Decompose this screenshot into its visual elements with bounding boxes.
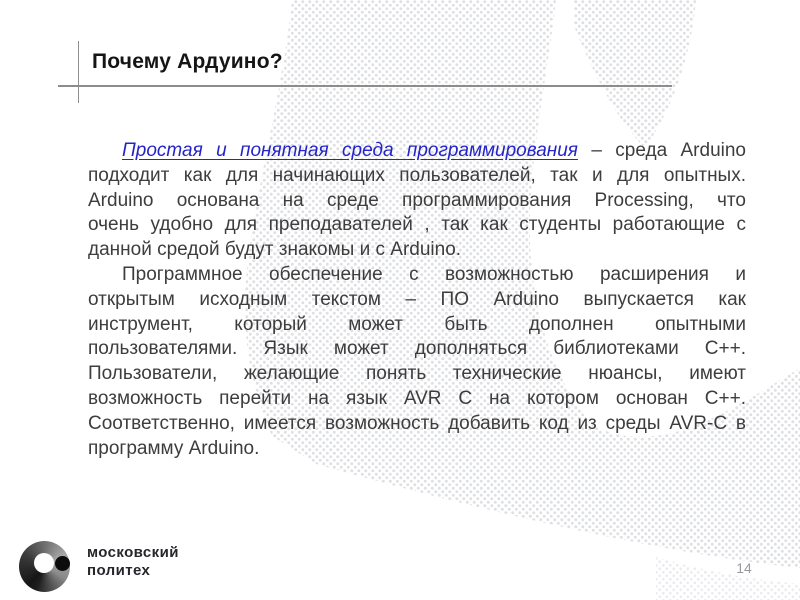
body-line: возможность перейти на язык AVR C на котором основан C++. — [88, 387, 746, 409]
body-text — [88, 139, 746, 461]
title-underline — [58, 85, 672, 87]
body-line: Соответственно, имеется возможность добавить код из среды AVR-C в — [88, 412, 746, 434]
slide-title: Почему Ардуино? — [92, 50, 283, 73]
page-number: 14 — [736, 560, 752, 576]
logo-text-line1: московский — [87, 544, 179, 561]
halftone-patch-top-right — [574, 0, 696, 148]
logo-text-line2: политех — [87, 562, 151, 579]
polytech-logo-icon — [19, 541, 70, 592]
hyperlink-text[interactable]: Простая и понятная среда программирования — [122, 140, 578, 161]
body-line: Пользователи, желающие понять технические нюансы, имеют — [88, 363, 746, 385]
title-left-bar — [78, 41, 79, 103]
body-line: инструмент, который может быть дополнен опытными — [88, 313, 746, 335]
body-line: Программное обеспечение с возможностью расширения и — [122, 263, 746, 285]
body-line: данной средой будут знакомы и с Arduino. — [88, 239, 462, 261]
body-line-rest: – среда Arduino — [591, 140, 746, 161]
logo-hole — [34, 553, 54, 573]
body-line: программу Arduino. — [88, 437, 260, 459]
body-line: Arduino основана на среде программирования Processing, что — [88, 189, 746, 211]
body-line — [88, 139, 746, 164]
body-line: открытым исходным текстом – ПО Arduino выпускается как — [88, 288, 746, 310]
body-line: подходит как для начинающих пользователей, так и для опытных. — [88, 164, 746, 186]
footer-logo-text — [87, 544, 179, 580]
body-line: очень удобно для преподавателей , так как студенты работающие с — [88, 214, 746, 236]
body-line: пользователями. Язык может дополняться библиотеками C++. — [88, 338, 746, 360]
logo-dot — [55, 556, 70, 571]
